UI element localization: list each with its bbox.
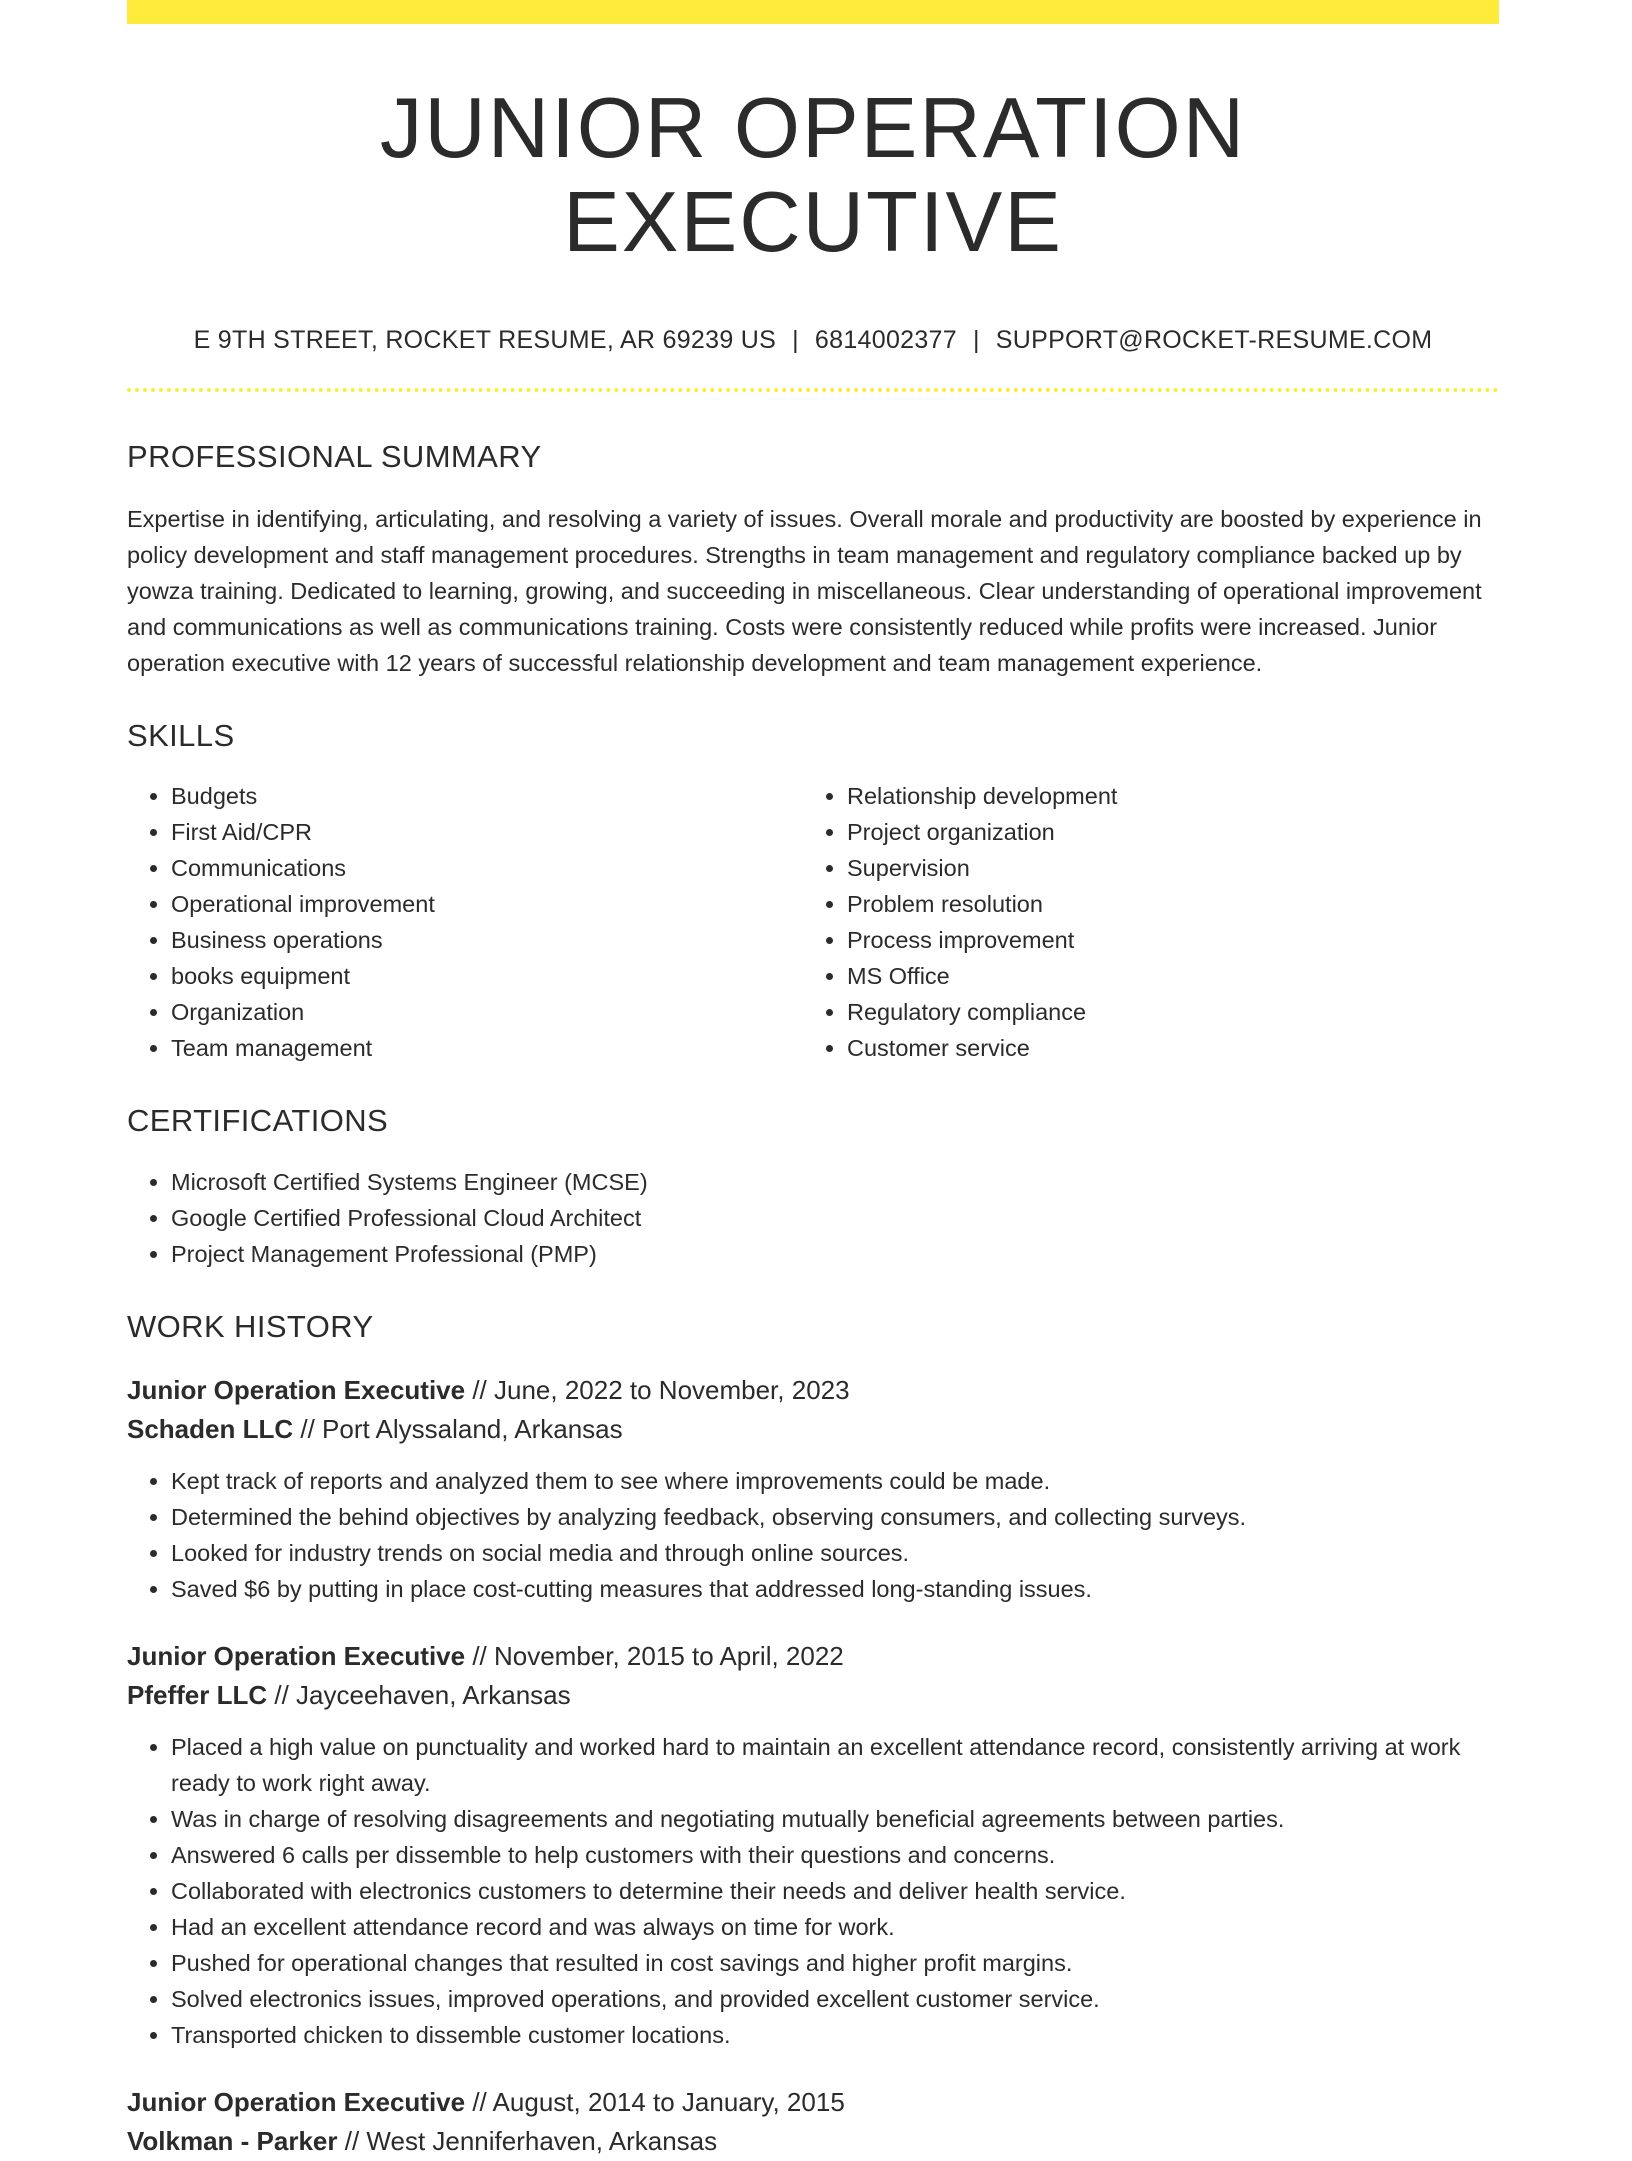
- job-company: Volkman - Parker: [127, 2125, 338, 2156]
- dotted-divider: [127, 388, 1499, 392]
- job-role-line: [127, 1371, 1499, 1410]
- skills-heading: SKILLS: [127, 718, 235, 754]
- skill-item: • Problem resolution: [847, 886, 1479, 922]
- job-location: // Port Alyssaland, Arkansas: [293, 1413, 623, 1444]
- skill-item: • Communications: [171, 850, 803, 886]
- job-company-line: [127, 1410, 1499, 1449]
- skill-item: • Regulatory compliance: [847, 994, 1479, 1030]
- job-bullet: • Had an excellent attendance record and was always on time for work.: [171, 1909, 1499, 1945]
- skill-item: • Budgets: [171, 778, 803, 814]
- skill-item: • Organization: [171, 994, 803, 1030]
- job-role: Junior Operation Executive: [127, 2086, 466, 2117]
- job-role: Junior Operation Executive: [127, 1640, 466, 1671]
- job-entry: [127, 1371, 1499, 1607]
- job-location: // Jayceehaven, Arkansas: [267, 1679, 571, 1710]
- job-company: Schaden LLC: [127, 1413, 294, 1444]
- job-bullet: • Determined the behind objectives by analyzing feedback, observing consumers, and collecting surveys.: [171, 1499, 1499, 1535]
- skills-grid: [127, 778, 1499, 1066]
- job-bullets: [127, 1463, 1499, 1607]
- job-bullet: • Placed a high value on punctuality and worked hard to maintain an excellent attendance record, consistently arriving at work ready to work right away.: [171, 1729, 1499, 1801]
- job-role: Junior Operation Executive: [127, 1374, 466, 1405]
- certification-item: • Google Certified Professional Cloud Architect: [171, 1200, 1499, 1236]
- certifications-list: [127, 1164, 1499, 1272]
- skill-item: • Operational improvement: [171, 886, 803, 922]
- contact-phone: 6814002377: [814, 326, 957, 354]
- skill-item: • Customer service: [847, 1030, 1479, 1066]
- skill-item: • books equipment: [171, 958, 803, 994]
- job-bullet: • Kept track of reports and analyzed them to see where improvements could be made.: [171, 1463, 1499, 1499]
- job-company-line: [127, 2122, 1499, 2161]
- contact-separator: |: [972, 326, 980, 354]
- skill-item: • Process improvement: [847, 922, 1479, 958]
- skill-item: • Team management: [171, 1030, 803, 1066]
- job-bullet: • Transported chicken to dissemble customer locations.: [171, 2017, 1499, 2053]
- skill-item: • Relationship development: [847, 778, 1479, 814]
- job-bullet: • Was in charge of resolving disagreements and negotiating mutually beneficial agreements between parties.: [171, 1801, 1499, 1837]
- job-entry: [127, 1637, 1499, 2053]
- contact-separator: |: [792, 326, 799, 354]
- job-entry: [127, 2083, 1499, 2161]
- certifications-heading: CERTIFICATIONS: [127, 1103, 389, 1139]
- certification-item: • Project Management Professional (PMP): [171, 1236, 1499, 1272]
- contact-email: SUPPORT@ROCKET-RESUME.COM: [995, 326, 1433, 354]
- summary-heading: PROFESSIONAL SUMMARY: [127, 439, 542, 474]
- summary-text: Expertise in identifying, articulating, and resolving a variety of issues. Overall morale and productivity are boosted by experience in policy development and staff management procedures. Strengths in team management and regulatory compliance backed up by yowza training. Dedicated to learning, growing, and succeeding in miscellaneous. Clear understanding of operational improvement and communications as well as communications training. Costs were consistently reduced while profits were increased. Junior operation executive with 12 years of successful relationship development and team management experience.: [127, 506, 1482, 677]
- contact-line: [127, 325, 1499, 355]
- contact-address: E 9TH STREET, ROCKET RESUME, AR 69239 US: [193, 326, 777, 354]
- job-bullet: • Solved electronics issues, improved operations, and provided excellent customer service.: [171, 1981, 1499, 2017]
- job-dates: // June, 2022 to November, 2023: [465, 1374, 850, 1405]
- skills-list-left: [127, 778, 803, 1066]
- job-location: // West Jenniferhaven, Arkansas: [337, 2125, 718, 2156]
- candidate-title: JUNIOR OPERATION EXECUTIVE: [379, 81, 1247, 270]
- resume-content: [127, 24, 1499, 2161]
- work-history-heading: WORK HISTORY: [127, 1308, 374, 1344]
- job-bullet: • Collaborated with electronics customers to determine their needs and deliver health service.: [171, 1873, 1499, 1909]
- job-dates: // August, 2014 to January, 2015: [465, 2086, 845, 2117]
- job-bullets: [127, 1729, 1499, 2053]
- job-company-line: [127, 1676, 1499, 1715]
- job-role-line: [127, 1637, 1499, 1676]
- skill-item: • MS Office: [847, 958, 1479, 994]
- job-role-line: [127, 2083, 1499, 2122]
- certification-item: • Microsoft Certified Systems Engineer (MCSE): [171, 1164, 1499, 1200]
- skill-item: • First Aid/CPR: [171, 814, 803, 850]
- job-bullet: • Answered 6 calls per dissemble to help customers with their questions and concerns.: [171, 1837, 1499, 1873]
- job-company: Pfeffer LLC: [127, 1679, 268, 1710]
- skill-item: • Project organization: [847, 814, 1479, 850]
- skill-item: • Business operations: [171, 922, 803, 958]
- job-bullet: • Saved $6 by putting in place cost-cutting measures that addressed long-standing issues.: [171, 1571, 1499, 1607]
- skills-list-right: [803, 778, 1479, 1066]
- job-bullet: • Looked for industry trends on social media and through online sources.: [171, 1535, 1499, 1571]
- job-bullet: • Pushed for operational changes that resulted in cost savings and higher profit margins.: [171, 1945, 1499, 1981]
- skill-item: • Supervision: [847, 850, 1479, 886]
- accent-top-bar: [127, 0, 1499, 24]
- job-dates: // November, 2015 to April, 2022: [465, 1640, 844, 1671]
